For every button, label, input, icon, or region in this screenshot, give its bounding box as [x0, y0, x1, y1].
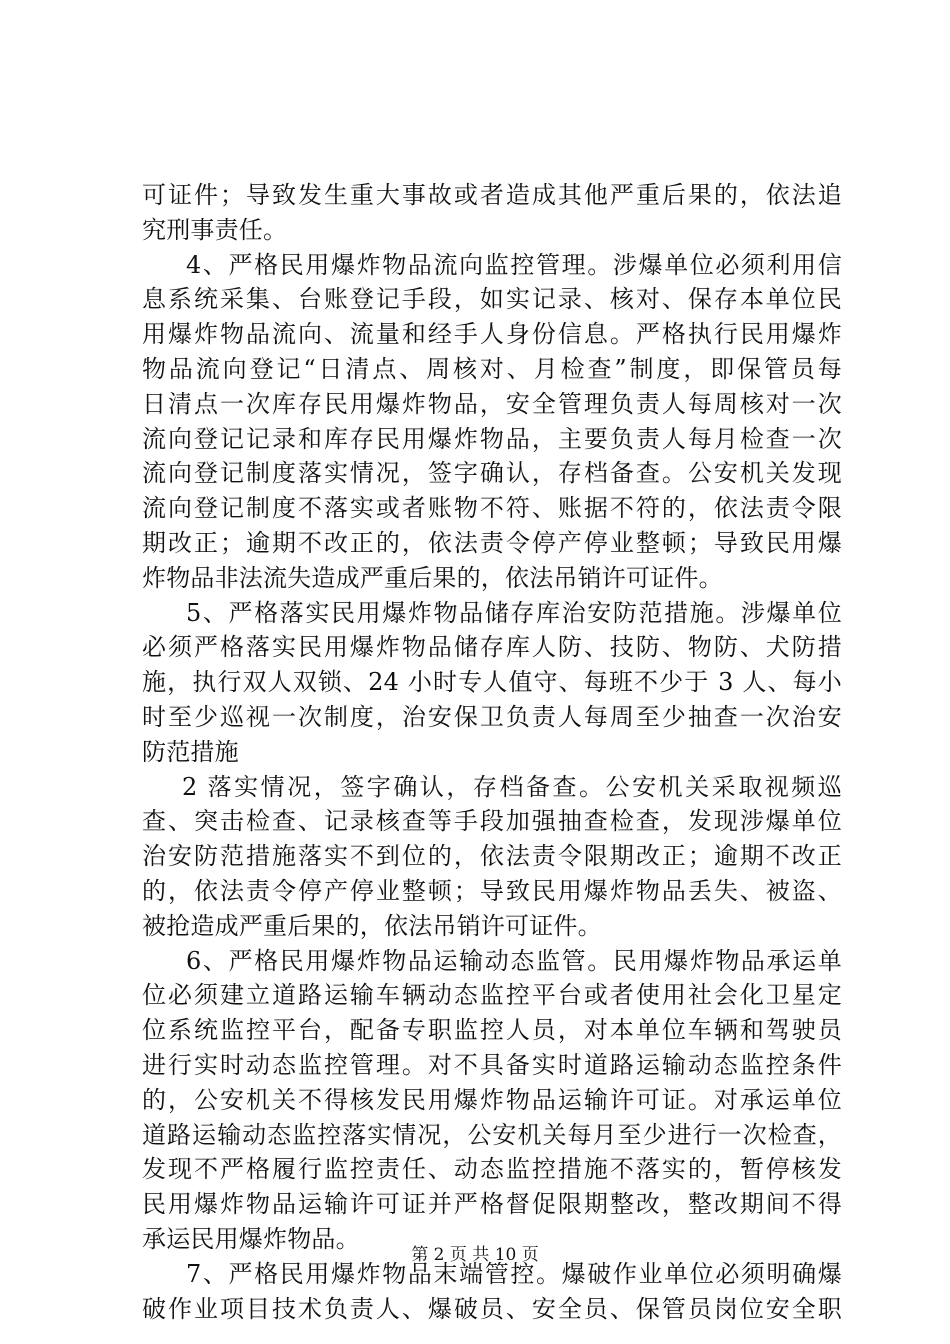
text-line: 日清点一次库存民用爆炸物品，安全管理负责人每周核对一次 [142, 389, 842, 418]
text-line: 的，依法责令停产停业整顿；导致民用爆炸物品丢失、被盗、 [142, 876, 842, 905]
text-line: 被抢造成严重后果的，依法吊销许可证件。 [142, 911, 602, 940]
text-line: 5、严格落实民用爆炸物品储存库治安防范措施。涉爆单位 [186, 598, 842, 627]
text-line: 必须严格落实民用爆炸物品储存库人防、技防、物防、犬防措 [142, 633, 842, 662]
text-line: 4、严格民用爆炸物品流向监控管理。涉爆单位必须利用信 [186, 250, 842, 279]
text-line: 流向登记记录和库存民用爆炸物品，主要负责人每月检查一次 [142, 424, 842, 453]
text-line: 物品流向登记“日清点、周核对、月检查”制度，即保管员每 [142, 354, 842, 383]
text-line: 7、严格民用爆炸物品末端管控。爆破作业单位必须明确爆 [186, 1259, 842, 1288]
text-line: 查、突击检查、记录核查等手段加强抽查检查，发现涉爆单位 [142, 807, 842, 836]
text-line: 流向登记制度不落实或者账物不符、账据不符的，依法责令限 [142, 494, 842, 523]
text-line: 息系统采集、台账登记手段，如实记录、核对、保存本单位民 [142, 285, 842, 314]
text-line: 可证件；导致发生重大事故或者造成其他严重后果的，依法追 [142, 181, 842, 209]
text-line: 进行实时动态监控管理。对不具备实时道路运输动态监控条件 [142, 1050, 842, 1079]
text-line: 位必须建立道路运输车辆动态监控平台或者使用社会化卫星定 [142, 981, 842, 1010]
text-line: 民用爆炸物品运输许可证并严格督促限期整改，整改期间不得 [142, 1190, 842, 1219]
document-body [142, 178, 842, 1326]
text-line: 炸物品非法流失造成严重后果的，依法吊销许可证件。 [142, 563, 723, 592]
text-line: 治安防范措施落实不到位的，依法责令限期改正；逾期不改正 [142, 842, 842, 871]
page-footer: 第 2 页 共 10 页 [411, 1245, 539, 1265]
text-line: 发现不严格履行监控责任、动态监控措施不落实的，暂停核发 [142, 1155, 842, 1184]
text-line: 6、严格民用爆炸物品运输动态监管。民用爆炸物品承运单 [186, 946, 842, 975]
text-line: 防范措施 [142, 737, 239, 766]
text-line: 用爆炸物品流向、流量和经手人身份信息。严格执行民用爆炸 [142, 320, 842, 349]
text-line: 期改正；逾期不改正的，依法责令停产停业整顿；导致民用爆 [142, 528, 842, 557]
text-line: 流向登记制度落实情况，签字确认，存档备查。公安机关发现 [142, 459, 842, 488]
text-line: 施，执行双人双锁、24 小时专人值守、每班不少于 3 人、每小 [142, 668, 842, 697]
text-line: 破作业项目技术负责人、爆破员、安全员、保管员岗位安全职 [142, 1294, 842, 1323]
text-line: 承运民用爆炸物品。 [142, 1224, 360, 1253]
text-line: 究刑事责任。 [142, 215, 288, 244]
text-line: 位系统监控平台，配备专职监控人员，对本单位车辆和驾驶员 [142, 1016, 842, 1045]
text-line: 2 落实情况，签字确认，存档备查。公安机关采取视频巡 [182, 772, 842, 801]
text-line: 时至少巡视一次制度，治安保卫负责人每周至少抽查一次治安 [142, 702, 842, 731]
text-line: 道路运输动态监控落实情况，公安机关每月至少进行一次检查， [142, 1120, 842, 1149]
text-line: 的，公安机关不得核发民用爆炸物品运输许可证。对承运单位 [142, 1085, 842, 1114]
